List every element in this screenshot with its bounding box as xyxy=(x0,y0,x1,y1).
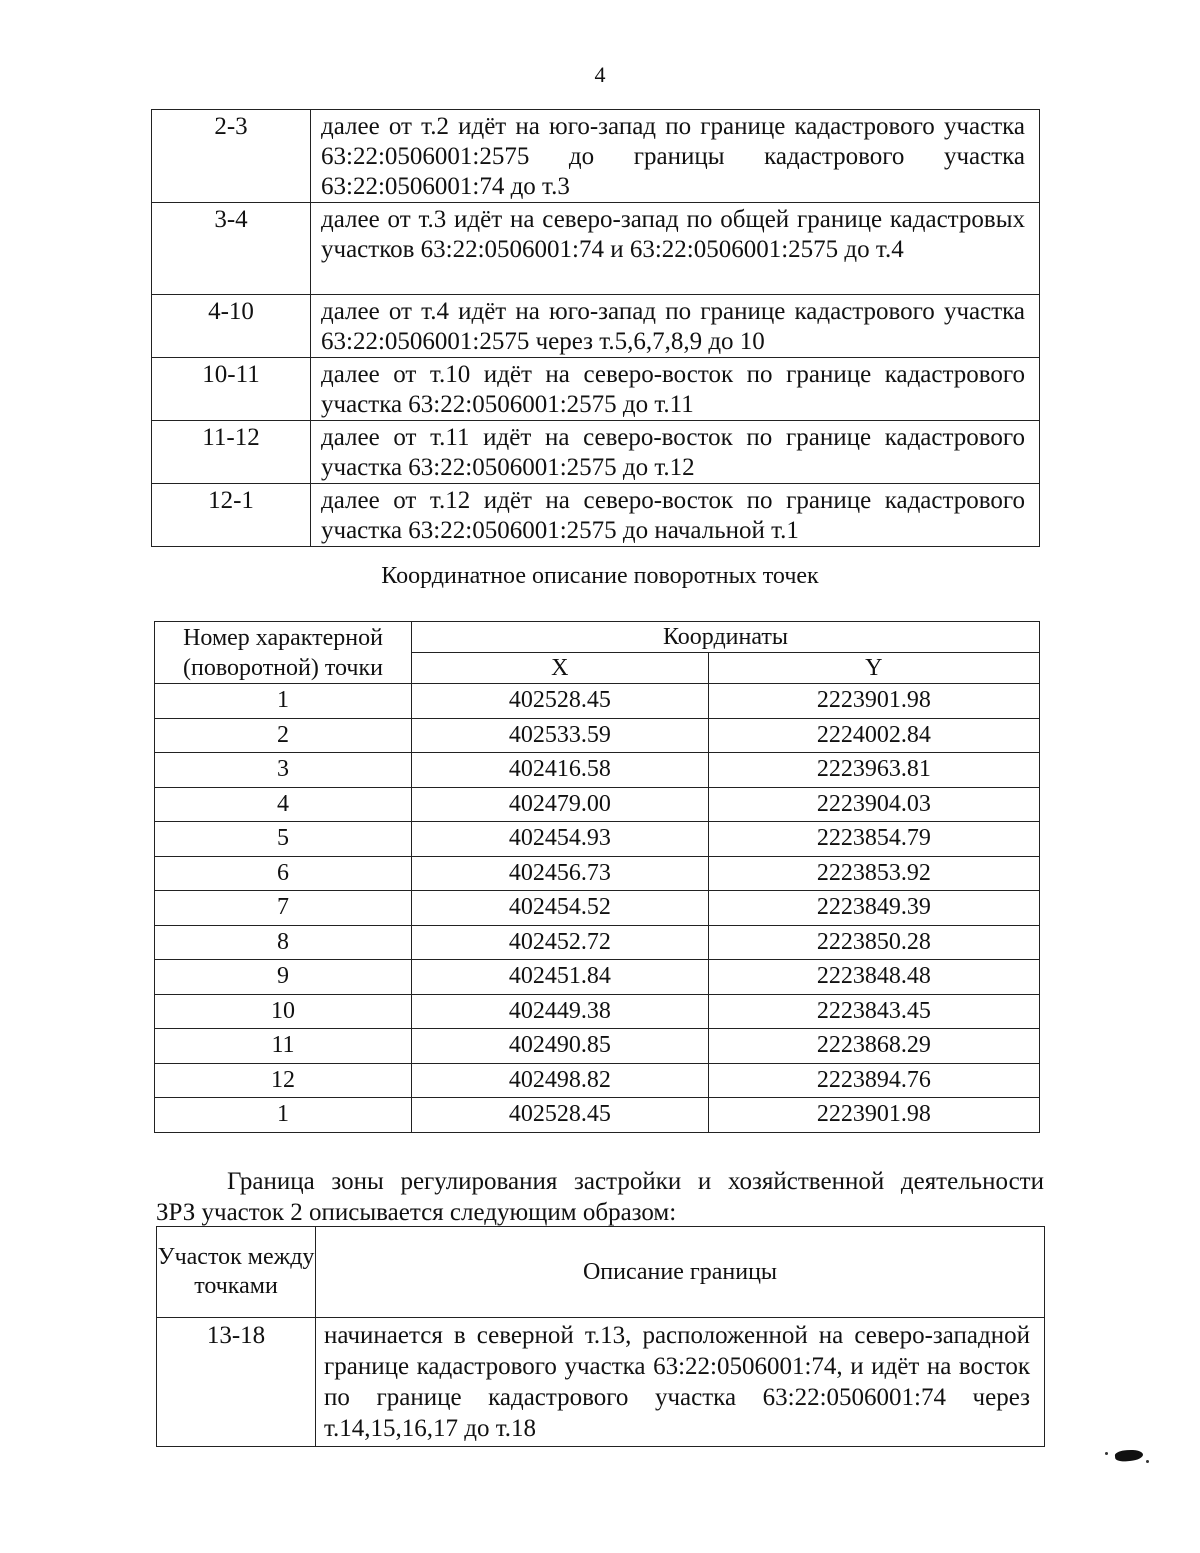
description-header: Описание границы xyxy=(316,1227,1045,1318)
table-row xyxy=(155,684,1040,719)
y-cell: 2223843.45 xyxy=(708,994,1039,1029)
point-cell: 4 xyxy=(155,787,412,822)
description-cell: далее от т.4 идёт на юго-запад по границе кадастрового участка 63:22:0506001:2575 через т.5,6,7,8,9 до 10 xyxy=(311,295,1040,358)
segment-cell: 3-4 xyxy=(152,203,311,295)
table-row xyxy=(152,421,1040,484)
y-cell: 2223850.28 xyxy=(708,925,1039,960)
x-cell: 402498.82 xyxy=(412,1063,709,1098)
table-row xyxy=(155,822,1040,857)
description-cell: далее от т.10 идёт на северо-восток по границе кадастрового участка 63:22:0506001:2575 до т.11 xyxy=(311,358,1040,421)
point-cell: 1 xyxy=(155,1098,412,1133)
description-cell: далее от т.11 идёт на северо-восток по границе кадастрового участка 63:22:0506001:2575 до т.12 xyxy=(311,421,1040,484)
y-cell: 2223868.29 xyxy=(708,1029,1039,1064)
segment-cell: 13-18 xyxy=(157,1318,316,1447)
x-cell: 402490.85 xyxy=(412,1029,709,1064)
y-cell: 2223901.98 xyxy=(708,1098,1039,1133)
table-row xyxy=(155,960,1040,995)
table-row xyxy=(155,891,1040,926)
y-cell: 2224002.84 xyxy=(708,718,1039,753)
table-row xyxy=(152,484,1040,547)
x-cell: 402454.52 xyxy=(412,891,709,926)
description-cell: далее от т.3 идёт на северо-запад по общей границе кадастровых участков 63:22:0506001:74 и 63:22:0506001:2575 до т.4 xyxy=(311,203,1040,295)
point-cell: 3 xyxy=(155,753,412,788)
description-cell: далее от т.12 идёт на северо-восток по границе кадастрового участка 63:22:0506001:2575 до начальной т.1 xyxy=(311,484,1040,547)
table-row xyxy=(155,994,1040,1029)
y-cell: 2223904.03 xyxy=(708,787,1039,822)
y-cell: 2223853.92 xyxy=(708,856,1039,891)
zone-intro-paragraph xyxy=(156,1166,1044,1228)
table-row xyxy=(155,753,1040,788)
x-cell: 402533.59 xyxy=(412,718,709,753)
x-cell: 402454.93 xyxy=(412,822,709,857)
point-cell: 5 xyxy=(155,822,412,857)
y-cell: 2223854.79 xyxy=(708,822,1039,857)
table-row xyxy=(152,358,1040,421)
point-cell: 10 xyxy=(155,994,412,1029)
x-cell: 402416.58 xyxy=(412,753,709,788)
y-cell: 2223963.81 xyxy=(708,753,1039,788)
point-cell: 8 xyxy=(155,925,412,960)
x-cell: 402528.45 xyxy=(412,684,709,719)
description-cell: далее от т.2 идёт на юго-запад по границе кадастрового участка 63:22:0506001:2575 до границы кадастрового участка 63:22:0506001:74 до т.3 xyxy=(311,110,1040,203)
table-row xyxy=(155,718,1040,753)
y-cell: 2223894.76 xyxy=(708,1063,1039,1098)
description-cell: начинается в северной т.13, расположенной на северо-западной границе кадастрового участка 63:22:0506001:74, и идёт на восток по границе кадастрового участка 63:22:0506001:74 через т.14,15,16,17 до т.18 xyxy=(316,1318,1045,1447)
table-row xyxy=(152,110,1040,203)
x-cell: 402452.72 xyxy=(412,925,709,960)
segment-cell: 10-11 xyxy=(152,358,311,421)
y-cell: 2223848.48 xyxy=(708,960,1039,995)
segment-cell: 12-1 xyxy=(152,484,311,547)
table-row xyxy=(155,787,1040,822)
table-row xyxy=(155,1098,1040,1133)
scan-artifact xyxy=(1105,1452,1108,1455)
table-row xyxy=(152,295,1040,358)
segment-cell: 4-10 xyxy=(152,295,311,358)
x-header: X xyxy=(412,653,709,684)
x-cell: 402449.38 xyxy=(412,994,709,1029)
x-cell: 402451.84 xyxy=(412,960,709,995)
point-number-header: Номер характерной (поворотной) точки xyxy=(155,622,412,684)
x-cell: 402456.73 xyxy=(412,856,709,891)
y-cell: 2223901.98 xyxy=(708,684,1039,719)
paragraph-line-2: ЗРЗ участок 2 описывается следующим образом: xyxy=(156,1199,677,1226)
segment-cell: 11-12 xyxy=(152,421,311,484)
point-cell: 7 xyxy=(155,891,412,926)
point-cell: 11 xyxy=(155,1029,412,1064)
y-header: Y xyxy=(708,653,1039,684)
page-number: 4 xyxy=(594,62,606,87)
point-cell: 2 xyxy=(155,718,412,753)
table-row xyxy=(155,925,1040,960)
point-cell: 6 xyxy=(155,856,412,891)
x-cell: 402528.45 xyxy=(412,1098,709,1133)
point-cell: 12 xyxy=(155,1063,412,1098)
boundary-description-table-2 xyxy=(156,1226,1045,1447)
coordinates-header: Координаты xyxy=(412,622,1040,653)
y-cell: 2223849.39 xyxy=(708,891,1039,926)
table-row xyxy=(155,856,1040,891)
table-row xyxy=(155,1063,1040,1098)
segment-header: Участок между точками xyxy=(157,1227,316,1318)
table-row xyxy=(157,1318,1045,1447)
paragraph-line-1: Граница зоны регулирования застройки и хозяйственной деятельности xyxy=(227,1168,1044,1195)
segment-cell: 2-3 xyxy=(152,110,311,203)
point-cell: 1 xyxy=(155,684,412,719)
scan-artifact xyxy=(1115,1449,1144,1463)
x-cell: 402479.00 xyxy=(412,787,709,822)
boundary-description-table-1 xyxy=(151,109,1040,547)
table-row xyxy=(155,1029,1040,1064)
point-cell: 9 xyxy=(155,960,412,995)
table-row xyxy=(152,203,1040,295)
coordinates-table xyxy=(154,621,1040,1133)
section-title: Координатное описание поворотных точек xyxy=(381,563,819,589)
scan-artifact xyxy=(1146,1460,1149,1463)
